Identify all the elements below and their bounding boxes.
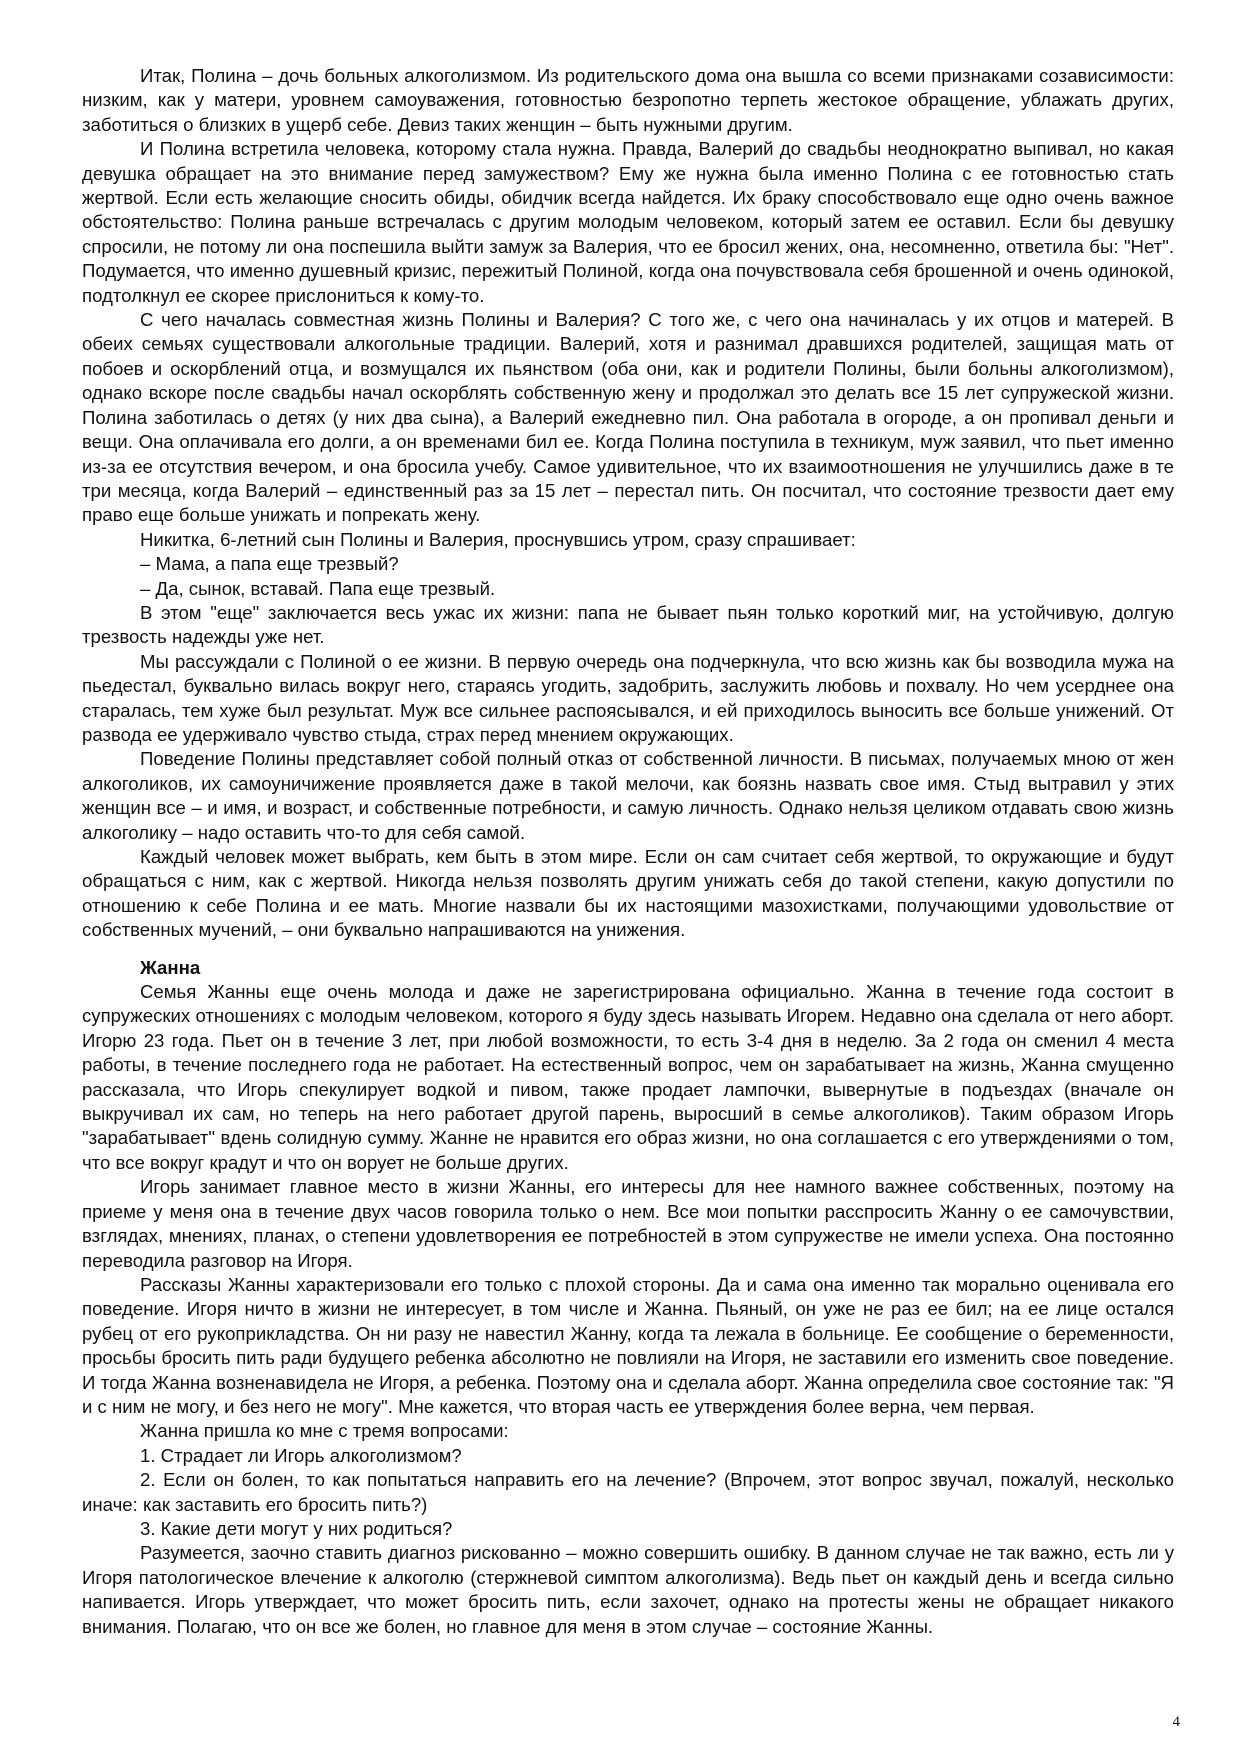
paragraph: Каждый человек может выбрать, кем быть в этом мире. Если он сам считает себя жертвой, то окружающие и будут обращаться с ним, как с жертвой. Никогда нельзя позволять другим унижать себя до такой степени, какую допустили по отношению к себе Полина и ее мать. Многие назвали бы их настоящими мазохистками, получающими удовольствие от собственных мучений, – они буквально напрашиваются на унижения. [82,846,1174,941]
paragraph: Игорь занимает главное место в жизни Жанны, его интересы для нее намного важнее собственных, поэтому на приеме у меня она в течение двух часов говорила только о нем. Все мои попытки расспросить Жанну о ее самочувствии, взглядах, мнениях, планах, о степени удовлетворения ее потребностей в этом супружестве не имели успеха. Она постоянно переводила разговор на Игоря. [82,1176,1174,1271]
dialogue-line: – Да, сынок, вставай. Папа еще трезвый. [140,577,496,599]
list-item: 2. Если он болен, то как попытаться направить его на лечение? (Впрочем, этот вопрос звучал, пожалуй, несколько иначе: как заставить его бросить пить?) [82,1469,1174,1515]
paragraph: Семья Жанны еще очень молода и даже не зарегистрирована официально. Жанна в течение года состоит в супружеских отношениях с молодым человеком, которого я буду здесь называть Игорем. Недавно она сделала от него аборт. Игорю 23 года. Пьет он в течение 3 лет, при любой возможности, то есть 3-4 дня в неделю. За 2 года он сменил 4 места работы, в течение последнего года не работает. На естественный вопрос, чем он зарабатывает на жизнь, Жанна смущенно рассказала, что Игорь спекулирует водкой и пивом, также продает лампочки, вывернутые в подъездах (вначале он выкручивал их сам, но теперь на него работает другой парень, выросший в семье алкоголиков). Таким образом Игорь "зарабатывает" вдень солидную сумму. Жанне не нравится его образ жизни, но она соглашается с его утверждениями о том, что все вокруг крадут и что он ворует не больше других. [82,981,1174,1173]
section-heading: Жанна [140,956,201,978]
paragraph: И Полина встретила человека, которому стала нужна. Правда, Валерий до свадьбы неоднократно выпивал, но какая девушка обращает на это внимание перед замужеством? Ему же нужна была именно Полина с ее готовностью стать жертвой. Если есть желающие сносить обиды, обидчик всегда найдется. Их браку способствовало еще одно очень важное обстоятельство: Полина раньше встречалась с другим молодым человеком, который затем ее оставил. Если бы девушку спросили, не потому ли она поспешила выйти замуж за Валерия, что ее бросил жених, она, несомненно, ответила бы: "Нет". Подумается, что именно душевный кризис, пережитый Полиной, когда она почувствовала себя брошенной и очень одинокой, подтолкнул ее скорее прислониться к кому-то. [82,138,1174,306]
page-number: 4 [1172,1714,1180,1730]
paragraph: В этом "еще" заключается весь ужас их жизни: папа не бывает пьян только короткий миг, на устойчивую, долгую трезвость надежды уже нет. [82,601,1174,648]
paragraph: Рассказы Жанны характеризовали его только с плохой стороны. Да и сама она именно так морально оценивала его поведение. Игоря ничто в жизни не интересует, в том числе и Жанна. Пьяный, он уже не раз ее бил; на ее лице остался рубец от его рукоприкладства. Он ни разу не навестил Жанну, когда та лежала в больнице. Ее сообщение о беременности, просьбы бросить пить ради будущего ребенка абсолютно не повлияли на Игоря, не заставили его изменить свое поведение. И тогда Жанна возненавидела не Игоря, а ребенка. Поэтому она и сделала аборт. Жанна определила свое состояние так: "Я и с ним не могу, и без него не могу". Мне кажется, что вторая часть ее утверждения более верна, чем первая. [82,1273,1174,1417]
paragraph: С чего началась совместная жизнь Полины и Валерия? С того же, с чего она начиналась у их отцов и матерей. В обеих семьях существовали алкогольные традиции. Валерий, хотя и разнимал дравшихся родителей, защищая мать от побоев и оскорблений отца, и возмущался их пьянством (оба они, как и родители Полины, были больны алкоголизмом), однако вскоре после свадьбы начал оскорблять собственную жену и продолжал это делать все 15 лет супружеской жизни. Полина заботилась о детях (у них два сына), а Валерий ежедневно пил. Она работала в огороде, а он пропивал деньги и вещи. Она оплачивала его долги, а он временами бил ее. Когда Полина поступила в техникум, муж заявил, что пьет именно из-за ее отсутствия вечером, и она бросила учебу. Самое удивительное, что их взаимоотношения не улучшились даже в те три месяца, когда Валерий – единственный раз за 15 лет – перестал пить. Он посчитал, что состояние трезвости дает ему право еще больше унижать и попрекать жену. [82,309,1174,526]
dialogue-line: – Мама, а папа еще трезвый? [140,553,399,575]
paragraph: Никитка, 6-летний сын Полины и Валерия, проснувшись утром, сразу спрашивает: [140,528,856,550]
paragraph: Жанна пришла ко мне с тремя вопросами: [140,1420,509,1442]
paragraph: Мы рассуждали с Полиной о ее жизни. В первую очередь она подчеркнула, что всю жизнь как бы возводила мужа на пьедестал, буквально вилась вокруг него, стараясь угодить, задобрить, заслужить любовь и похвалу. Но чем усерднее она старалась, тем хуже был результат. Муж все сильнее распоясывался, и ей приходилось выносить все больше унижений. От развода ее удерживало чувство стыда, страх перед мнением окружающих. [82,650,1174,745]
document-page [82,64,1174,1704]
list-item: 3. Какие дети могут у них родиться? [140,1517,453,1539]
paragraph: Поведение Полины представляет собой полный отказ от собственной личности. В письмах, получаемых мною от жен алкоголиков, их самоуничижение проявляется даже в такой мелочи, как боязнь назвать свое имя. Стыд вытравил у этих женщин все – и имя, и возраст, и собственные потребности, и самую личность. Однако нельзя целиком отдавать свою жизнь алкоголику – надо оставить что-то для себя самой. [82,748,1174,843]
paragraph: Разумеется, заочно ставить диагноз рискованно – можно совершить ошибку. В данном случае не так важно, есть ли у Игоря патологическое влечение к алкоголю (стержневой симптом алкоголизма). Ведь пьет он каждый день и всегда сильно напивается. Игорь утверждает, что может бросить пить, если захочет, однако на протесты жены не обращает никакого внимания. Полагаю, что он все же болен, но главное для меня в этом случае – состояние Жанны. [82,1542,1174,1637]
list-item: 1. Страдает ли Игорь алкоголизмом? [140,1444,462,1466]
paragraph: Итак, Полина – дочь больных алкоголизмом. Из родительского дома она вышла со всеми признаками созависимости: низким, как у матери, уровнем самоуважения, готовностью безропотно терпеть жестокое обращение, ублажать других, заботиться о близких в ущерб себе. Девиз таких женщин – быть нужными другим. [82,65,1174,135]
